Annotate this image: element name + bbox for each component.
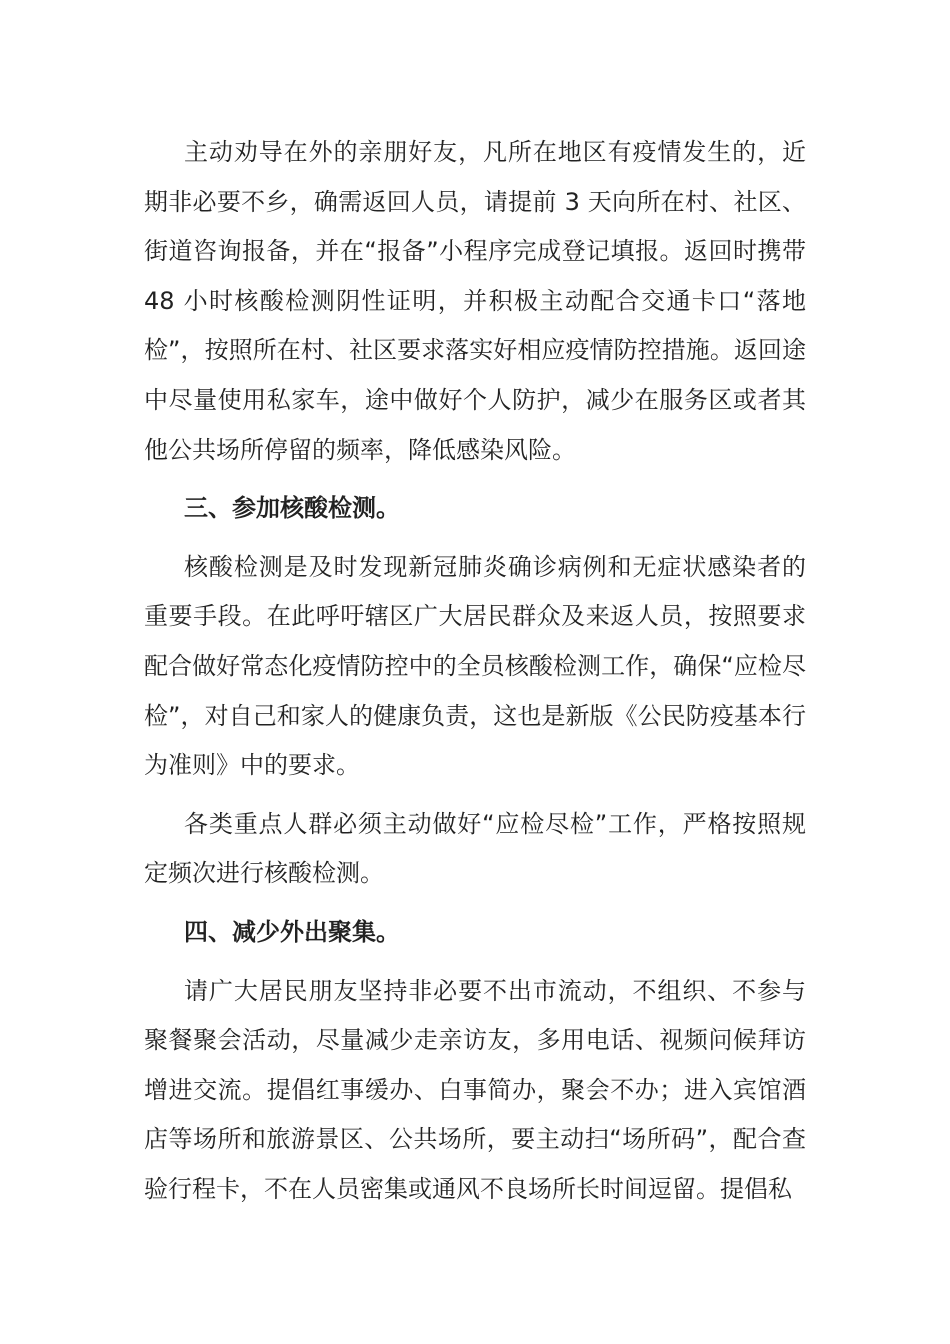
section-heading-reduce-gatherings: 四、减少外出聚集。 bbox=[184, 917, 400, 946]
section-heading-nucleic-testing: 三、参加核酸检测。 bbox=[184, 494, 400, 523]
paragraph-nucleic-testing: 核酸检测是及时发现新冠肺炎确诊病例和无症状感染者的重要手段。在此呼吁辖区广大居民群众及来返人员，按照要求配合做好常态化疫情防控中的全员核酸检测工作，确保“应检尽检”，对自己和家人的健康负责，这也是新版《公民防疫基本行为准则》中的要求。 bbox=[144, 552, 806, 780]
document-body bbox=[144, 128, 806, 1223]
paragraph-key-groups: 各类重点人群必须主动做好“应检尽检”工作，严格按照规定频次进行核酸检测。 bbox=[144, 809, 806, 888]
paragraph-return-guidance: 主动劝导在外的亲朋好友，凡所在地区有疫情发生的，近期非必要不乡，确需返回人员，请提前 3 天向所在村、社区、街道咨询报备，并在“报备”小程序完成登记填报。返回时携带 48 小时核酸检测阴性证明，并积极主动配合交通卡口“落地检”，按照所在村、社区要求落实好相应疫情防控措施。返回途中尽量使用私家车，途中做好个人防护，减少在服务区或者其他公共场所停留的频率，降低感染风险。 bbox=[144, 138, 806, 464]
paragraph-reduce-gatherings: 请广大居民朋友坚持非必要不出市流动，不组织、不参与聚餐聚会活动，尽量减少走亲访友，多用电话、视频问候拜访增进交流。提倡红事缓办、白事简办，聚会不办；进入宾馆酒店等场所和旅游景区、公共场所，要主动扫“场所码”，配合查验行程卡，不在人员密集或通风不良场所长时间逗留。提倡私 bbox=[144, 976, 806, 1203]
